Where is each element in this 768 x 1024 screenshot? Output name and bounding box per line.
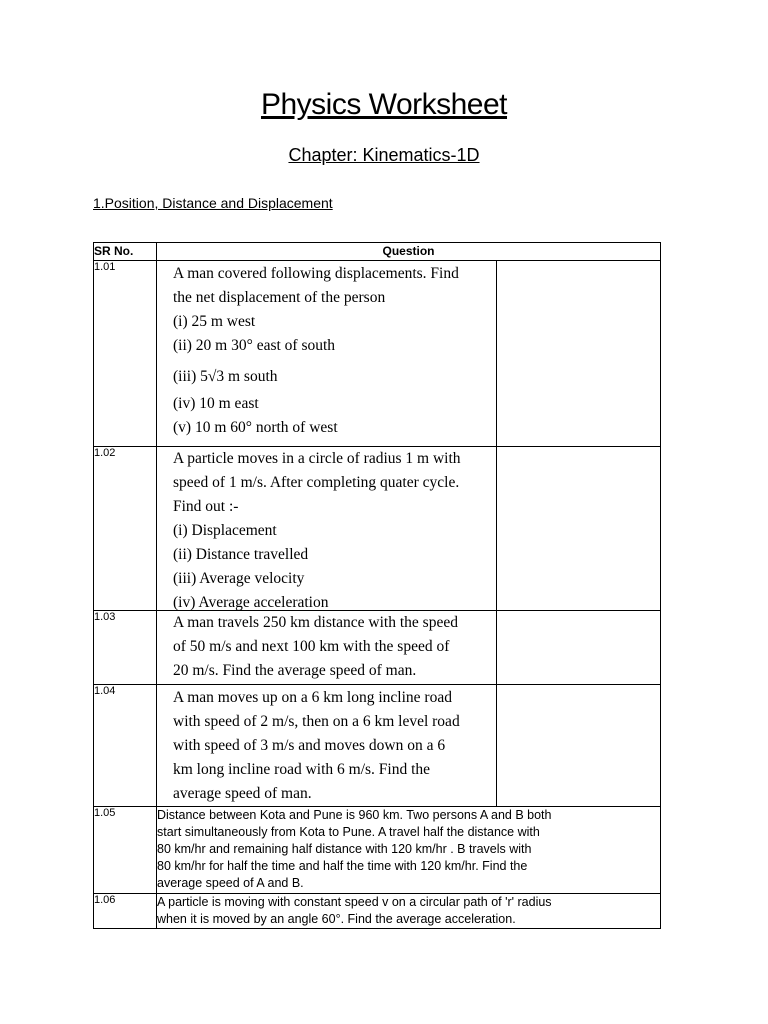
table-row: [94, 685, 661, 807]
question-line: (v) 10 m 60° north of west: [173, 419, 338, 436]
table-row: [94, 807, 661, 894]
question-line: (i) 25 m west: [173, 313, 256, 330]
question-line: A particle is moving with constant speed v on a circular path of 'r' radius: [157, 895, 552, 909]
question-line: (iii) 5√3 m south: [173, 368, 278, 385]
page-title: Physics Worksheet: [260, 88, 508, 121]
question-line: start simultaneously from Kota to Pune. A travel half the distance with: [157, 825, 540, 839]
question-cell: [157, 261, 661, 447]
question-line: 20 m/s. Find the average speed of man.: [173, 662, 417, 679]
question-line: Find out :-: [173, 498, 239, 515]
question-cell: [157, 611, 661, 685]
questions-table: [93, 242, 661, 929]
question-line: (iv) 10 m east: [173, 395, 259, 412]
question-cell: [157, 807, 661, 894]
question-line: of 50 m/s and next 100 km with the speed of: [173, 638, 450, 655]
question-line: (iii) Average velocity: [173, 570, 305, 587]
question-line: (ii) Distance travelled: [173, 546, 309, 563]
sr-no-cell: 1.04: [94, 685, 157, 807]
sr-no-cell: 1.06: [94, 894, 157, 929]
sr-no-cell: 1.03: [94, 611, 157, 685]
question-line: Distance between Kota and Pune is 960 km. Two persons A and B both: [157, 808, 552, 822]
question-line: (iv) Average acceleration: [173, 594, 329, 611]
table-row: [94, 447, 661, 611]
question-line: the net displacement of the person: [173, 289, 386, 306]
question-line: (i) Displacement: [173, 522, 277, 539]
question-cell: [157, 447, 661, 611]
question-line: A man travels 250 km distance with the speed: [173, 614, 458, 631]
question-line: A particle moves in a circle of radius 1 m with: [173, 450, 461, 467]
question-line: average speed of man.: [173, 785, 312, 802]
question-line: speed of 1 m/s. After completing quater cycle.: [173, 474, 460, 491]
question-line: km long incline road with 6 m/s. Find the: [173, 761, 431, 778]
question-line: 80 km/hr and remaining half distance with 120 km/hr . B travels with: [157, 842, 532, 856]
table-header-row: [94, 243, 661, 261]
sr-no-cell: 1.01: [94, 261, 157, 447]
question-line: with speed of 3 m/s and moves down on a 6: [173, 737, 446, 754]
question-line: (ii) 20 m 30° east of south: [173, 337, 336, 354]
table-row: [94, 611, 661, 685]
question-line: when it is moved by an angle 60°. Find the average acceleration.: [157, 912, 516, 926]
question-line: A man covered following displacements. Find: [173, 265, 459, 282]
sr-no-cell: 1.05: [94, 807, 157, 894]
question-line: 80 km/hr for half the time and half the time with 120 km/hr. Find the: [157, 859, 528, 873]
question-line: average speed of A and B.: [157, 876, 304, 890]
question-cell: [157, 894, 661, 929]
sr-no-header: SR No.: [94, 243, 157, 261]
question-cell: [157, 685, 661, 807]
question-line: A man moves up on a 6 km long incline road: [173, 689, 452, 706]
section-heading: 1.Position, Distance and Displacement: [93, 195, 333, 211]
question-line: with speed of 2 m/s, then on a 6 km level road: [173, 713, 460, 730]
sr-no-cell: 1.02: [94, 447, 157, 611]
table-row: [94, 261, 661, 447]
chapter-heading: Chapter: Kinematics-1D: [288, 145, 480, 165]
question-header: Question: [157, 243, 661, 261]
table-row: [94, 894, 661, 929]
